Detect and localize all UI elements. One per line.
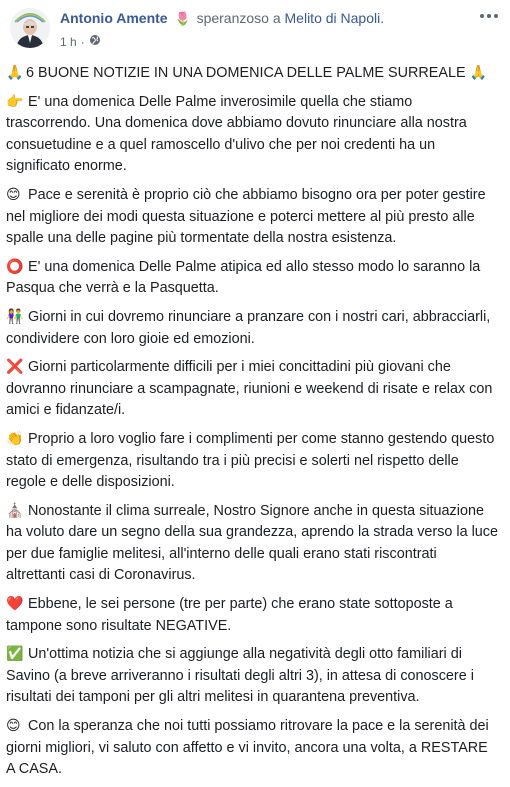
post-paragraph (6, 256, 498, 300)
profile-photo (10, 8, 50, 48)
smiling-face-icon: 😊 (6, 185, 21, 202)
paragraph-text: Nonostante il clima surreale, Nostro Signore anche in questa situazione ha voluto dare un segno della sua grandezza, aprendo la strada verso la luce per due famiglie melitesi, all'interno delle quali erano stati riscontrati altrettanti casi di Coronavirus. (6, 502, 499, 584)
paragraph-text: Con la speranza che noi tutti possiamo ritrovare la pace e la serenità dei giorni migliori, vi saluto con affetto e vi invito, ancora una volta, a RESTARE A CASA. (6, 718, 489, 778)
couple-icon: 👫 (6, 307, 24, 324)
paragraph-text: Proprio a loro voglio fare i complimenti per come stanno gestendo questo stato di emergenza, risultando tra i più precisi e solerti nel rispetto delle regole e delle disposizioni. (6, 430, 495, 491)
post-paragraph (6, 715, 498, 781)
more-options-button[interactable] (478, 8, 500, 24)
paragraph-text: Un'ottima notizia che si aggiunge alla negatività degli otto familiari di Savino (a breve arriveranno i risultati degli altri 3), in attesa di conoscere i risultati dei tamponi per gli altri melitesi in quarantena preventiva. (6, 646, 474, 706)
cross-mark-icon: ❌ (6, 358, 24, 375)
church-icon: ⛪ (6, 501, 24, 518)
dot-icon (494, 14, 498, 18)
praying-hands-icon: 🙏 (6, 64, 24, 80)
author-line (60, 10, 384, 27)
praying-hands-icon: 🙏 (469, 64, 487, 80)
post-paragraph (6, 184, 498, 250)
paragraph-text: Giorni in cui dovremo rinunciare a pranzare con i nostri cari, abbracciarli, condividere con loro gioie ed emozioni. (6, 308, 491, 347)
title-text: 6 BUONE NOTIZIE IN UNA DOMENICA DELLE PALME SURREALE (26, 65, 466, 81)
tulip-icon: 🌷 (174, 11, 191, 26)
red-heart-icon: ❤️ (6, 595, 24, 612)
smiling-face-icon: 😊 (6, 717, 21, 734)
post-body (6, 62, 510, 781)
feeling-text: speranzoso a (196, 10, 281, 26)
dot-icon (480, 14, 484, 18)
author-name[interactable]: Antonio Amente (60, 10, 168, 26)
post-paragraph (6, 428, 498, 494)
meta-separator: · (80, 34, 85, 49)
globe-icon[interactable] (89, 34, 101, 49)
check-mark-icon: ✅ (6, 645, 24, 662)
post-paragraph (6, 643, 498, 709)
post-paragraph (6, 306, 498, 350)
post-paragraph (6, 91, 498, 178)
dot-icon (487, 14, 491, 18)
red-circle-icon: ⭕ (6, 257, 24, 274)
avatar[interactable] (10, 8, 50, 48)
pointing-hand-icon: 👉 (6, 92, 24, 109)
post-title (6, 62, 498, 85)
post-paragraph (6, 593, 498, 637)
post-paragraph (6, 500, 498, 587)
location-link[interactable]: Melito di Napoli. (284, 10, 385, 26)
post-paragraph (6, 356, 498, 422)
timestamp[interactable]: 1 h (60, 34, 77, 49)
paragraph-text: Pace e serenità è proprio ciò che abbiamo bisogno ora per poter gestire nel migliore dei modi questa situazione e poterci mettere al più presto alle spalle una delle pagine più tormentate della nostra esistenza. (6, 186, 486, 247)
paragraph-text: Ebbene, le sei persone (tre per parte) che erano state sottoposte a tampone sono risultate NEGATIVE. (6, 596, 453, 634)
post-meta (60, 34, 101, 49)
post-header (6, 0, 510, 62)
paragraph-text: E' una domenica Delle Palme atipica ed allo stesso modo lo saranno la Pasqua che verrà e la Pasquetta. (6, 258, 481, 297)
paragraph-text: Giorni particolarmente difficili per i miei concittadini più giovani che dovranno rinunciare a scampagnate, riunioni e weekend di risate e relax con amici e fidanzate/i. (6, 359, 493, 419)
paragraph-text: E' una domenica Delle Palme inverosimile quella che stiamo trascorrendo. Una domenica dove abbiamo dovuto rinunciare alla nostra consuetudine e a quel ramoscello d'ulivo che per noi credenti ha un significato enorme. (6, 93, 467, 175)
clapping-hands-icon: 👏 (6, 429, 24, 446)
